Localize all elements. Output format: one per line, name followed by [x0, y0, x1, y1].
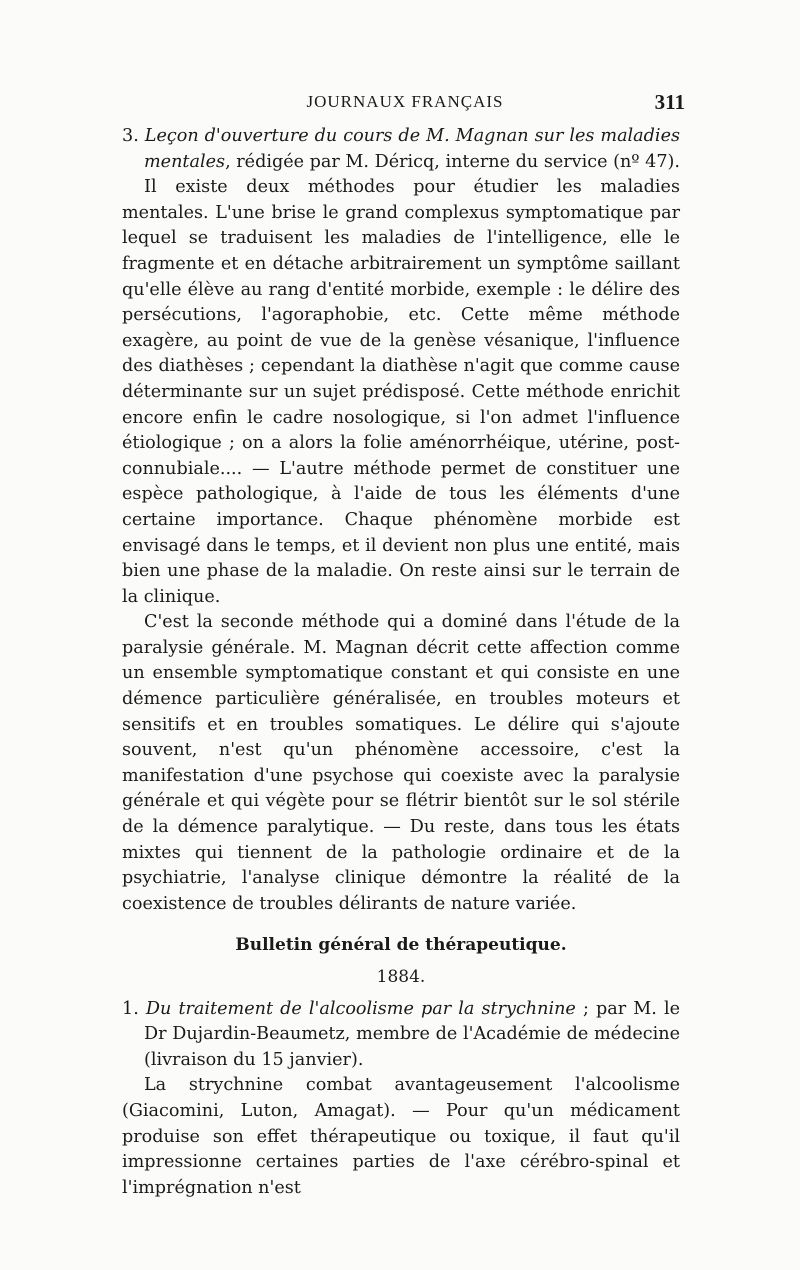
item-3-number: 3.: [122, 126, 139, 146]
item-3-heading: [122, 124, 680, 175]
item-1-title: Du traitement de l'alcoolisme par la strychnine: [145, 998, 576, 1019]
running-head: [125, 92, 685, 120]
item-3-title: Leçon d'ouverture du cours de M. Magnan sur les maladies mentales: [144, 126, 681, 172]
item-1-author: ; par M. le Dr Dujardin-Beaumetz, membre de l'Académie de médecine (livraison du 15 janvier).: [144, 998, 681, 1070]
body-text: [122, 124, 680, 1201]
item-1-heading: [122, 997, 680, 1074]
running-head-title: JOURNAUX FRANÇAIS: [306, 92, 504, 111]
paragraph-strychnine: La strychnine combat avantageusement l'alcoolisme (Giacomini, Luton, Amagat). — Pour qu'un médicament produise son effet thérapeutique ou toxique, il faut qu'il impressionne certaines parties de l'axe cérébro-spinal et l'imprégnation n'est: [122, 1075, 680, 1198]
section-year: 1884.: [376, 967, 426, 987]
item-3-author: , rédigée par M. Déricq, interne du service (nº 47).: [225, 151, 681, 172]
section-title: Bulletin général de thérapeutique.: [235, 935, 567, 956]
paragraph-paralysie: C'est la seconde méthode qui a dominé dans l'étude de la paralysie générale. M. Magnan décrit cette affection comme un ensemble symptomatique constant et qui consiste en une démence particulière généralisée, en troubles moteurs et sensitifs et en troubles somatiques. Le délire qui s'ajoute souvent, n'est qu'un phénomène accessoire, c'est la manifestation d'une psychose qui coexiste avec la paralysie générale et qui végète pour se flétrir bientôt sur le sol stérile de la démence paralytique. — Du reste, dans tous les états mixtes qui tiennent de la pathologie ordinaire et de la psychiatrie, l'analyse clinique démontre la réalité de la coexistence de troubles délirants de nature variée.: [122, 612, 680, 914]
page-number: 311: [654, 90, 685, 114]
paragraph-methods: Il existe deux méthodes pour étudier les maladies mentales. L'une brise le grand complexus symptomatique par lequel se traduisent les maladies de l'intelligence, elle le fragmente et en détache arbitrairement un symptôme saillant qu'elle élève au rang d'entité morbide, exemple : le délire des persécutions, l'agoraphobie, etc. Cette même méthode exagère, au point de vue de la genèse vésanique, l'influence des diathèses ; cependant la diathèse n'agit que comme cause déterminante sur un sujet prédisposé. Cette méthode enrichit encore enfin le cadre nosologique, si l'on admet l'influence étiologique ; on a alors la folie aménorrhéique, utérine, post-connubiale.... — L'autre méthode permet de constituer une espèce pathologique, à l'aide de tous les éléments d'une certaine importance. Chaque phénomène morbide est envisagé dans le temps, et il devient non plus une entité, mais bien une phase de la maladie. On reste ainsi sur le terrain de la clinique.: [122, 177, 680, 607]
item-1-number: 1.: [122, 998, 139, 1019]
